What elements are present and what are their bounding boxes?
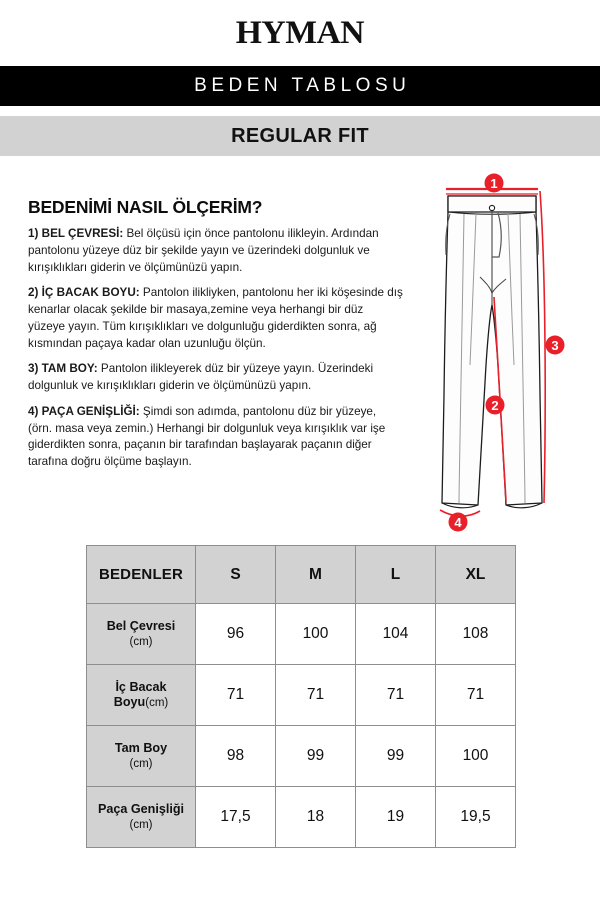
row-label-bel-cevresi — [87, 604, 196, 665]
row-label-unit: (cm) — [129, 758, 153, 770]
row-label-text: Tam Boy — [114, 740, 168, 755]
cell-paca-xl: 19,5 — [436, 787, 516, 848]
instruction-4-body: Şimdi son adımda, pantolonu düz bir yüzeye, (örn. masa veya zemin.) Herhangi bir dolgunluk veya kırışıklık var işe giderdikten sonra, paçanın bir tarafından başlayarak paçanın diğer tarafına doğru ölçüme başlayın. — [28, 404, 386, 469]
row-label-text: Bel Çevresi — [106, 618, 176, 633]
cell-bel-cevresi-s: 96 — [196, 604, 276, 665]
brand-logo: HYMAN — [235, 14, 365, 51]
header-size-xl: XL — [436, 546, 516, 604]
row-label-unit: (cm) — [129, 819, 153, 831]
cell-ic-bacak-s: 71 — [196, 665, 276, 726]
row-label-paca-genisligi — [87, 787, 196, 848]
marker-4 — [449, 513, 468, 532]
pants-diagram — [420, 165, 600, 540]
table-row — [87, 665, 516, 726]
table-row — [87, 726, 516, 787]
cell-paca-s: 17,5 — [196, 787, 276, 848]
instruction-3-body: Pantolon ilikleyerek düz bir yüzeye yayın. Üzerindeki dolgunluk ve kırışıklıkları giderin ve ölçümünüzü yapın. — [28, 362, 374, 393]
size-table-body — [87, 604, 516, 848]
marker-1 — [485, 174, 504, 193]
instruction-1-lead: 1) BEL ÇEVRESİ: — [28, 227, 124, 241]
cell-tam-boy-s: 98 — [196, 726, 276, 787]
size-table-header — [87, 546, 516, 604]
row-label-text-2: Boyu — [113, 695, 146, 709]
cell-ic-bacak-xl: 71 — [436, 665, 516, 726]
table-header-row — [87, 546, 516, 604]
cell-bel-cevresi-l: 104 — [356, 604, 436, 665]
marker-2 — [486, 396, 505, 415]
instruction-item-1 — [28, 226, 403, 276]
size-table-container — [86, 545, 515, 848]
header-size-m: M — [276, 546, 356, 604]
cell-ic-bacak-m: 71 — [276, 665, 356, 726]
banner-beden-tablosu — [0, 66, 600, 106]
instruction-item-3 — [28, 361, 403, 394]
header-bedenler: BEDENLER — [87, 546, 196, 604]
marker-4-label: 4 — [454, 515, 462, 530]
instruction-3-lead: 3) TAM BOY: — [28, 362, 98, 376]
instruction-1-body: Bel ölçüsü için önce pantolonu ilikleyin. Ardından pantolonu yüzeye düz bir şekilde yayın ve üzerindeki dolgunluk ve kırışıklıkları giderin ve ölçümünüzü yapın. — [28, 227, 379, 274]
instructions-title: BEDENİMİ NASIL ÖLÇERİM? — [28, 197, 263, 217]
row-label-unit: (cm) — [145, 697, 169, 709]
header-size-s: S — [196, 546, 276, 604]
row-label-unit: (cm) — [129, 636, 153, 648]
cell-tam-boy-xl: 100 — [436, 726, 516, 787]
cell-ic-bacak-l: 71 — [356, 665, 436, 726]
size-table — [86, 545, 516, 848]
header-size-l: L — [356, 546, 436, 604]
cell-tam-boy-m: 99 — [276, 726, 356, 787]
fit-label: REGULAR FIT — [231, 124, 369, 147]
instruction-4-lead: 4) PAÇA GENİŞLİĞİ: — [28, 404, 140, 418]
cell-bel-cevresi-xl: 108 — [436, 604, 516, 665]
row-label-text: Paça Genişliği — [97, 801, 185, 816]
row-label-tam-boy — [87, 726, 196, 787]
cell-paca-m: 18 — [276, 787, 356, 848]
marker-3 — [546, 336, 565, 355]
brand-header — [0, 0, 600, 66]
marker-3-label: 3 — [551, 338, 559, 353]
instruction-2-lead: 2) İÇ BACAK BOYU: — [28, 286, 140, 300]
table-row — [87, 787, 516, 848]
instruction-2-body: Pantolon ilikliyken, pantolonu her iki köşesinde dış kenarlar olacak şekilde bir masaya,zemine veya herhangi bir düz yüzeye yayın. Tüm kırışıklıkları ve dolgunluğu giderdikten sonra, ağ kısmından paçaya kadar olan uzunluğu ölçün. — [28, 286, 403, 350]
marker-1-label: 1 — [490, 176, 498, 191]
instruction-item-4 — [28, 404, 403, 471]
cell-tam-boy-l: 99 — [356, 726, 436, 787]
marker-2-label: 2 — [491, 398, 499, 413]
row-label-ic-bacak-boyu — [87, 665, 196, 726]
cell-bel-cevresi-m: 100 — [276, 604, 356, 665]
row-label-text: İç Bacak — [115, 679, 167, 694]
fit-bar — [0, 116, 600, 156]
table-row — [87, 604, 516, 665]
instruction-item-2 — [28, 285, 403, 352]
button-icon — [489, 205, 494, 210]
measurement-instructions — [28, 198, 403, 471]
banner-title: BEDEN TABLOSU — [194, 75, 411, 96]
cell-paca-l: 19 — [356, 787, 436, 848]
